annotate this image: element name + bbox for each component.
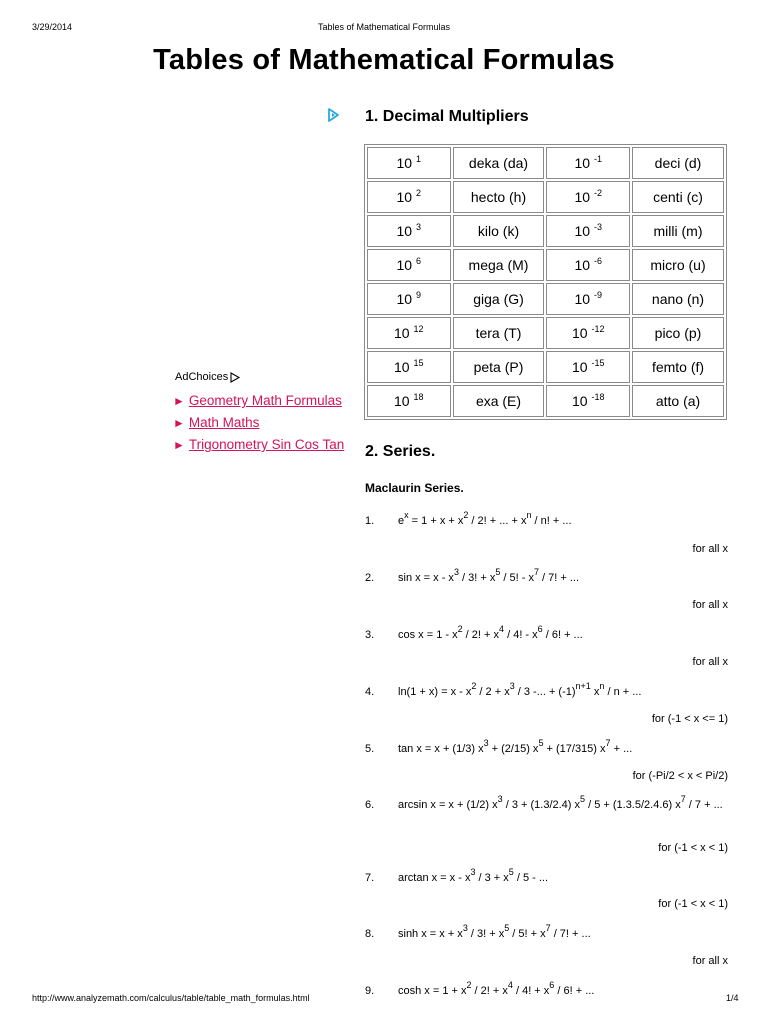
power-cell: 10 $^3$	[367, 215, 451, 247]
table-row	[367, 351, 724, 383]
print-page-number: 1/4	[726, 993, 739, 1003]
formula-exp: $e^x = 1 + x + x^2 / 2$! + ... + $x^n$ / n! + ...	[398, 510, 572, 527]
formula-number: 8.	[365, 928, 375, 940]
power-cell: 10 $^{15}$	[367, 351, 451, 383]
power-cell: 10 $^{-12}$	[546, 317, 630, 349]
formula-number: 7.	[365, 872, 375, 884]
ad-link-math-maths[interactable]: ► Math Maths	[173, 415, 260, 430]
table-row	[367, 385, 724, 417]
formula-number: 4.	[365, 686, 375, 698]
decimal-multipliers-table	[364, 144, 727, 420]
power-cell: 10 $^2$	[367, 181, 451, 213]
triangle-icon: ►	[173, 438, 185, 452]
power-cell: 10 $^1$	[367, 147, 451, 179]
triangle-icon: ►	[173, 416, 185, 430]
formula-cosh: $\cosh x = 1 + x^2 / 2$! + $x^4 / 4$! + $x^6 / 6$! + ...	[398, 980, 595, 997]
formula-number: 3.	[365, 629, 375, 641]
prefix-cell: tera (T)	[453, 317, 545, 349]
prefix-cell: micro (u)	[632, 249, 724, 281]
formula-range: for (-1 < x < 1)	[658, 842, 728, 854]
formula-cos: $\cos x = 1 - x^2 / 2$! + $x^4 / 4$! - $x^6 / 6$! + ...	[398, 624, 583, 641]
table-row	[367, 249, 724, 281]
prefix-cell: exa (E)	[453, 385, 545, 417]
cutoff-formula-row	[0, 980, 768, 997]
power-cell: 10 $^{12}$	[367, 317, 451, 349]
formula-number: 2.	[365, 572, 375, 584]
formula-number: 9.	[365, 985, 375, 997]
power-cell: 10 $^9$	[367, 283, 451, 315]
adchoices-icon	[230, 372, 240, 383]
prefix-cell: femto (f)	[632, 351, 724, 383]
formula-sinh: $\sinh x = x + x^3 / 3$! + $x^5 / 5$! + $x^7 / 7$! + ...	[398, 923, 591, 940]
section-heading-decimal-multipliers: 1. Decimal Multipliers	[365, 108, 529, 125]
power-cell: 10 $^{-6}$	[546, 249, 630, 281]
print-date: 3/29/2014	[32, 22, 73, 32]
ad-link-trigonometry[interactable]: ► Trigonometry Sin Cos Tan	[173, 437, 345, 452]
table-row	[367, 181, 724, 213]
adchoices-label[interactable]: AdChoices	[175, 371, 240, 383]
formula-arctan: $\arctan x = x - x^3 / 3 + x^5 / 5$ - ...	[398, 867, 549, 884]
prefix-cell: mega (M)	[453, 249, 545, 281]
print-footer-url: http://www.analyzemath.com/calculus/table/table_math_formulas.html	[32, 993, 310, 1003]
prefix-cell: nano (n)	[632, 283, 724, 315]
formula-range: for (-1 < x <= 1)	[651, 713, 728, 725]
prefix-cell: atto (a)	[632, 385, 724, 417]
power-cell: 10 $^{-9}$	[546, 283, 630, 315]
power-cell: 10 $^{-18}$	[546, 385, 630, 417]
prefix-cell: deka (da)	[453, 147, 545, 179]
table-row	[367, 147, 724, 179]
prefix-cell: hecto (h)	[453, 181, 545, 213]
formula-number: 5.	[365, 743, 375, 755]
power-cell: 10 $^{18}$	[367, 385, 451, 417]
ad-choices-icon[interactable]	[327, 108, 340, 122]
ad-links	[170, 388, 354, 458]
print-header-title: Tables of Mathematical Formulas	[317, 22, 451, 32]
formula-range: for (-Pi/2 < x < Pi/2)	[632, 770, 728, 782]
formula-number: 1.	[365, 515, 375, 527]
power-cell: 10 $^{-2}$	[546, 181, 630, 213]
prefix-cell: peta (P)	[453, 351, 545, 383]
formula-arcsin: 6. arcsin x = x + (1/2) $x^3 / 3 + (1.3/2.4)$ $x^5 / 5 + (1.3.5/2.4.6)$ $x^7 / 7$ + ...	[365, 794, 723, 811]
formula-range: for all x	[692, 955, 728, 967]
table-row	[367, 215, 724, 247]
prefix-cell: kilo (k)	[453, 215, 545, 247]
power-cell: 10 $^6$	[367, 249, 451, 281]
formula-sin: $\sin x = x - x^3 / 3$! + $x^5 / 5$! - $x^7 / 7$! + ...	[398, 567, 580, 584]
prefix-cell: centi (c)	[632, 181, 724, 213]
power-cell: 10 $^{-3}$	[546, 215, 630, 247]
table-row	[367, 317, 724, 349]
ad-link-geometry[interactable]: ► Geometry Math Formulas	[173, 393, 342, 408]
table-row	[367, 283, 724, 315]
page-title: Tables of Mathematical Formulas	[153, 44, 615, 76]
prefix-cell: pico (p)	[632, 317, 724, 349]
formula-range: for all x	[692, 543, 728, 555]
formula-range: for all x	[692, 599, 728, 611]
prefix-cell: giga (G)	[453, 283, 545, 315]
triangle-icon: ►	[173, 394, 185, 408]
prefix-cell: deci (d)	[632, 147, 724, 179]
subheading-maclaurin: Maclaurin Series.	[365, 481, 464, 495]
section-heading-series: 2. Series.	[365, 443, 436, 460]
formula-tan: tan x = x + (1/3) $x^3 + (2/15) x^5 + (17/315) x^7$ + ...	[398, 738, 633, 755]
formula-ln: $\ln(1 + x) = x - x^2 / 2 + x^3 / 3$ -... + $(-1)^{n+1}$ $x^n$ / n + ...	[398, 681, 642, 698]
power-cell: 10 $^{-15}$	[546, 351, 630, 383]
power-cell: 10 $^{-1}$	[546, 147, 630, 179]
prefix-cell: milli (m)	[632, 215, 724, 247]
formula-range: for all x	[692, 656, 728, 668]
formula-range: for (-1 < x < 1)	[658, 898, 728, 910]
